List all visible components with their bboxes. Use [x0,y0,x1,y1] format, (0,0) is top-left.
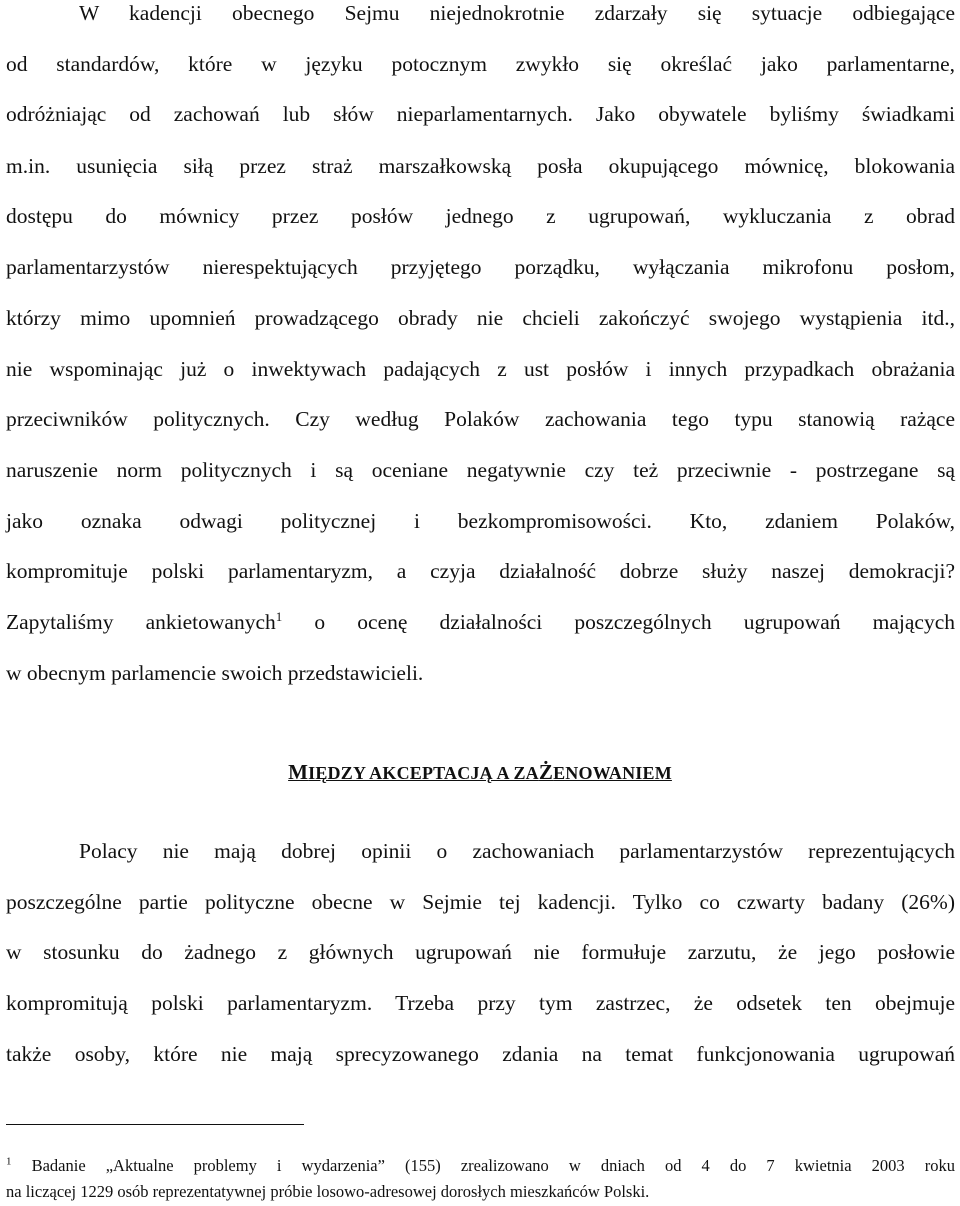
footnote-reference: 1 [275,608,283,624]
paragraph-1-line-4: m.in. usunięcia siłą przez straż marszałkowską posła okupującego mównicę, blokowania [6,154,955,178]
footnote-marker: 1 [6,1155,12,1168]
paragraph-1-line-7: którzy mimo upomnień prowadzącego obrady nie chcieli zakończyć swojego wystąpienia itd., [6,306,955,330]
paragraph-1-line-1: W kadencji obecnego Sejmu niejednokrotnie zdarzały się sytuacje odbiegające [79,1,955,25]
paragraph-1-line-12: kompromituje polski parlamentaryzm, a czyja działalność dobrze służy naszej demokracji? [6,559,955,583]
paragraph-2-line-1: Polacy nie mają dobrej opinii o zachowaniach parlamentarzystów reprezentujących [79,839,955,863]
paragraph-1-line-2: od standardów, które w języku potocznym zwykło się określać jako parlamentarne, [6,52,955,76]
paragraph-1-line-11: jako oznaka odwagi politycznej i bezkompromisowości. Kto, zdaniem Polaków, [6,509,955,533]
paragraph-1-line-3: odróżniając od zachowań lub słów nieparlamentarnych. Jako obywatele byliśmy świadkami [6,102,955,126]
paragraph-1-line-14: w obecnym parlamencie swoich przedstawicieli. [6,661,424,685]
paragraph-2-line-5: także osoby, które nie mają sprecyzowanego zdania na temat funkcjonowania ugrupowań [6,1042,955,1066]
footnote-line-2: na liczącej 1229 osób reprezentatywnej próbie losowo-adresowej dorosłych mieszkańców Polski. [6,1182,650,1201]
paragraph-1-line-10: naruszenie norm politycznych i są oceniane negatywnie czy też przeciwnie - postrzegane są [6,458,955,482]
line-13-text-after: o ocenę działalności poszczególnych ugrupowań mających [282,610,956,634]
footnote-line-1: $^1$ Badanie „Aktualne problemy i wydarzenia” (155) zrealizowano w dniach od 4 do 7 kwietnia 2003 roku [6,1155,955,1175]
paragraph-2-line-2: poszczególne partie polityczne obecne w Sejmie tej kadencji. Tylko co czwarty badany (26%) [6,890,955,914]
paragraph-1-line-9: przeciwników politycznych. Czy według Polaków zachowania tego typu stanowią rażące [6,407,955,431]
paragraph-1-line-13 [6,609,955,635]
paragraph-2-line-4: kompromitują polski parlamentaryzm. Trzeba przy tym zastrzec, że odsetek ten obejmuje [6,991,955,1015]
paragraph-1-line-6: parlamentarzystów nierespektujących przyjętego porządku, wyłączania mikrofonu posłom, [6,255,955,279]
footnote-separator [6,1124,304,1125]
paragraph-1-line-8: nie wspominając już o inwektywach padających z ust posłów i innych przypadkach obrażania [6,357,955,381]
section-heading: MIĘDZY AKCEPTACJĄ A ZAŻENOWANIEM [288,760,672,784]
paragraph-1-line-5: dostępu do mównicy przez posłów jednego z ugrupowań, wykluczania z obrad [6,204,955,228]
line-13-text-before: Zapytaliśmy ankietowanych [6,610,276,634]
paragraph-2-line-3: w stosunku do żadnego z głównych ugrupowań nie formułuje zarzutu, że jego posłowie [6,940,955,964]
